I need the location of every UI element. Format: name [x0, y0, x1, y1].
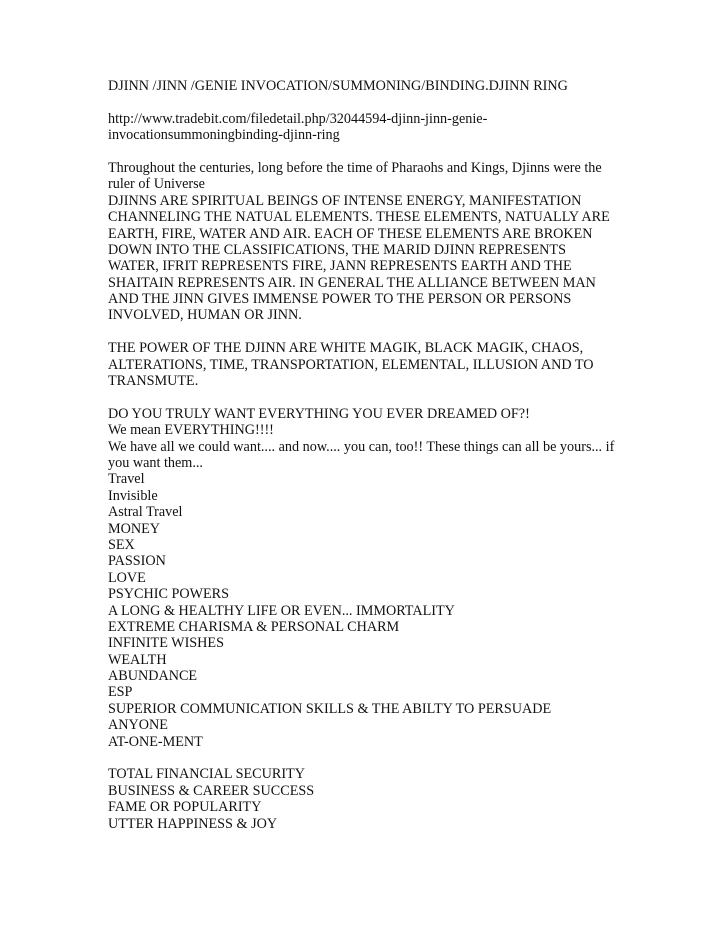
- list-item: ESP: [108, 684, 133, 701]
- list-item: WEALTH: [108, 651, 167, 668]
- intro-line-1: Throughout the centuries, long before the time of Pharaohs and Kings, Djinns were the: [108, 159, 602, 176]
- body-line: WATER, IFRIT REPRESENTS FIRE, JANN REPRESENTS EARTH AND THE: [108, 258, 572, 275]
- list-item: A LONG & HEALTHY LIFE OR EVEN... IMMORTALITY: [108, 602, 455, 619]
- list-item: Invisible: [108, 487, 158, 504]
- power-line: THE POWER OF THE DJINN ARE WHITE MAGIK, BLACK MAGIK, CHAOS,: [108, 340, 584, 357]
- list-item: FAME OR POPULARITY: [108, 799, 262, 816]
- pitch-line: We mean EVERYTHING!!!!: [108, 422, 274, 439]
- body-line: DJINNS ARE SPIRITUAL BEINGS OF INTENSE ENERGY, MANIFESTATION: [108, 192, 582, 209]
- intro-line-2: ruler of Universe: [108, 176, 205, 193]
- spacer: [108, 94, 628, 110]
- list-item: PSYCHIC POWERS: [108, 586, 230, 603]
- power-line: ALTERATIONS, TIME, TRANSPORTATION, ELEMENTAL, ILLUSION AND TO: [108, 356, 594, 373]
- list-item: UTTER HAPPINESS & JOY: [108, 815, 278, 832]
- list-item: TOTAL FINANCIAL SECURITY: [108, 766, 305, 783]
- list-item: SUPERIOR COMMUNICATION SKILLS & THE ABILTY TO PERSUADE: [108, 700, 552, 717]
- power-line: TRANSMUTE.: [108, 373, 199, 390]
- document-page: [108, 78, 628, 832]
- spacer: [108, 750, 628, 766]
- spacer: [108, 324, 628, 340]
- pitch-line: DO YOU TRULY WANT EVERYTHING YOU EVER DREAMED OF?!: [108, 405, 530, 422]
- list-item: PASSION: [108, 553, 166, 570]
- list-item: Astral Travel: [108, 504, 183, 521]
- pitch-line: you want them...: [108, 454, 203, 471]
- body-line: AND THE JINN GIVES IMMENSE POWER TO THE PERSON OR PERSONS: [108, 291, 572, 308]
- body-line: EARTH, FIRE, WATER AND AIR. EACH OF THESE ELEMENTS ARE BROKEN: [108, 225, 593, 242]
- body-line: DOWN INTO THE CLASSIFICATIONS, THE MARID DJINN REPRESENTS: [108, 241, 566, 258]
- source-url-line-2: invocationsummoningbinding-djinn-ring: [108, 127, 340, 144]
- body-line: CHANNELING THE NATUAL ELEMENTS. THESE ELEMENTS, NATUALLY ARE: [108, 209, 610, 226]
- list-item: SEX: [108, 536, 135, 553]
- list-item: ABUNDANCE: [108, 668, 198, 685]
- pitch-line: We have all we could want.... and now.... you can, too!! These things can all be yours... if: [108, 438, 615, 455]
- list-item: LOVE: [108, 569, 146, 586]
- list-item: INFINITE WISHES: [108, 635, 224, 652]
- list-item: AT-ONE-MENT: [108, 733, 203, 750]
- spacer: [108, 389, 628, 405]
- list-item: EXTREME CHARISMA & PERSONAL CHARM: [108, 618, 400, 635]
- list-item: Travel: [108, 471, 145, 488]
- body-line: INVOLVED, HUMAN OR JINN.: [108, 307, 302, 324]
- source-url-line-1: http://www.tradebit.com/filedetail.php/32044594-djinn-jinn-genie-: [108, 110, 488, 127]
- list-item: ANYONE: [108, 717, 168, 734]
- list-item: BUSINESS & CAREER SUCCESS: [108, 782, 315, 799]
- spacer: [108, 144, 628, 160]
- body-line: SHAITAIN REPRESENTS AIR. IN GENERAL THE ALLIANCE BETWEEN MAN: [108, 274, 596, 291]
- document-title: DJINN /JINN /GENIE INVOCATION/SUMMONING/BINDING.DJINN RING: [108, 78, 568, 94]
- list-item: MONEY: [108, 520, 161, 537]
